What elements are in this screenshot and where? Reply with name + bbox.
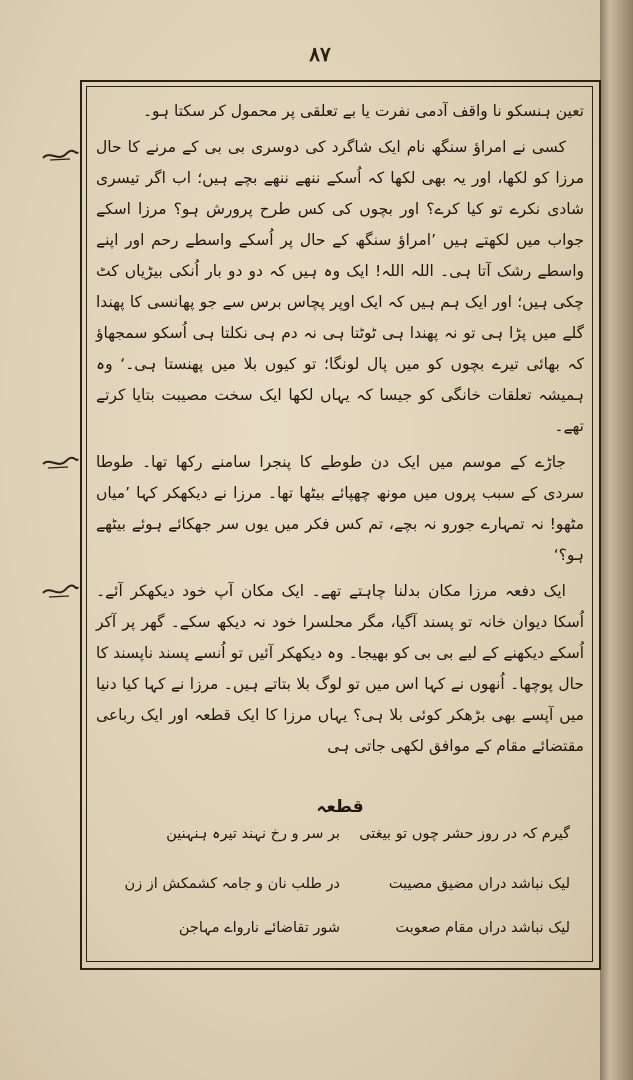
paragraph-2: جاڑے کے موسم میں ایک دن طوطے کا پنجرا سامنے رکھا تھا۔ طوطا سردی کے سبب پروں میں مونھ چھپائے بیٹھا تھا۔ مرزا نے دیکھکر کہا ’میاں مٹھو! نہ تمہارے جورو نہ بچے، تم کس فکر میں یوں سر جھکائے ہوئے بیٹھے ہو؟‘ [96, 453, 584, 564]
paragraph-0: تعین ہنسکو نا واقف آدمی نفرت یا بے تعلقی پر محمول کر سکتا ہو۔ [142, 102, 584, 120]
page-edge [600, 0, 633, 1080]
verse-3-left: شور تقاضائے نارواے مہاجن [178, 920, 340, 936]
verse-1-left: بر سر و رخ نہند تیرہ ہنہنین [166, 826, 340, 842]
margin-annotation-3 [40, 582, 80, 602]
paragraph-1: کسی نے امراؤ سنگھ نام ایک شاگرد کی دوسری بی بی کے مرنے کا حال مرزا کو لکھا، اور یہ بھی لکھا کہ اُسکے ننھے ننھے بچے ہیں؛ اب اگر تیسری شادی نکرے تو کیا کرے؟ اور بچوں کی کس طرح پرورش ہو؟ مرزا اسکے جواب میں لکھتے ہیں ’امراؤ سنگھ کے حال پر اُسکے واسطے رحم اور اپنے واسطے رشک آتا ہی۔ اللہ اللہ! ایک وہ ہیں کہ دو دو بار اُنکی بیڑیاں کٹ چکی ہیں؛ اور ایک ہم ہیں کہ ایک اوپر پچاس برس سے جو پھانسی کا پھندا گلے میں پڑا ہی تو نہ پھندا ہی ٹوٹتا ہی نہ دم ہی نکلتا ہی اُسکو سمجھاؤ کہ بھائی تیرے بچوں کو میں پال لونگا؛ تو کیوں بلا میں پھنستا ہی۔‘ وہ ہمیشہ تعلقات خانگی کو جیسا کہ یہاں لکھا ایک سخت مصیبت بتایا کرتے تھے۔ [96, 138, 584, 435]
verse-1-right: گیرم کہ در روز حشر چوں تو بیغتی [359, 826, 570, 842]
verse-3-right: لیک نباشد دراں مقام صعوبت [395, 920, 570, 936]
verse-2-right: لیک نباشد دراں مضیق مصیبت [388, 876, 570, 892]
paragraph-3: ایک دفعہ مرزا مکان بدلنا چاہتے تھے۔ ایک مکان آپ خود دیکھکر آئے۔ اُسکا دیوان خانہ تو پسند آگیا، مگر محلسرا خود نہ دیکھ سکے۔ گھر پر آکر اُسکے دیکھنے کے لیے بی بی کو بھیجا۔ وہ دیکھکر آئیں تو اُنسے پسند ناپسند کا حال پوچھا۔ اُنھوں نے کہا اس میں تو لوگ بلا بتاتے ہیں۔ مرزا نے کہا کیا دنیا میں آپسے بھی بڑھکر کوئی بلا ہی؟ یہاں مرزا کا ایک قطعہ اور ایک رباعی مقتضائے مقام کے موافق لکھی جاتی ہی [96, 582, 584, 755]
qita-title: قطعہ [316, 797, 364, 817]
body-text [96, 96, 584, 767]
margin-annotation-1 [40, 146, 80, 166]
margin-annotation-2 [40, 454, 80, 474]
page-number: ۸۷ [309, 42, 331, 66]
verse-2-left: در طلب نان و جامہ کشمکش از زن [124, 876, 340, 892]
